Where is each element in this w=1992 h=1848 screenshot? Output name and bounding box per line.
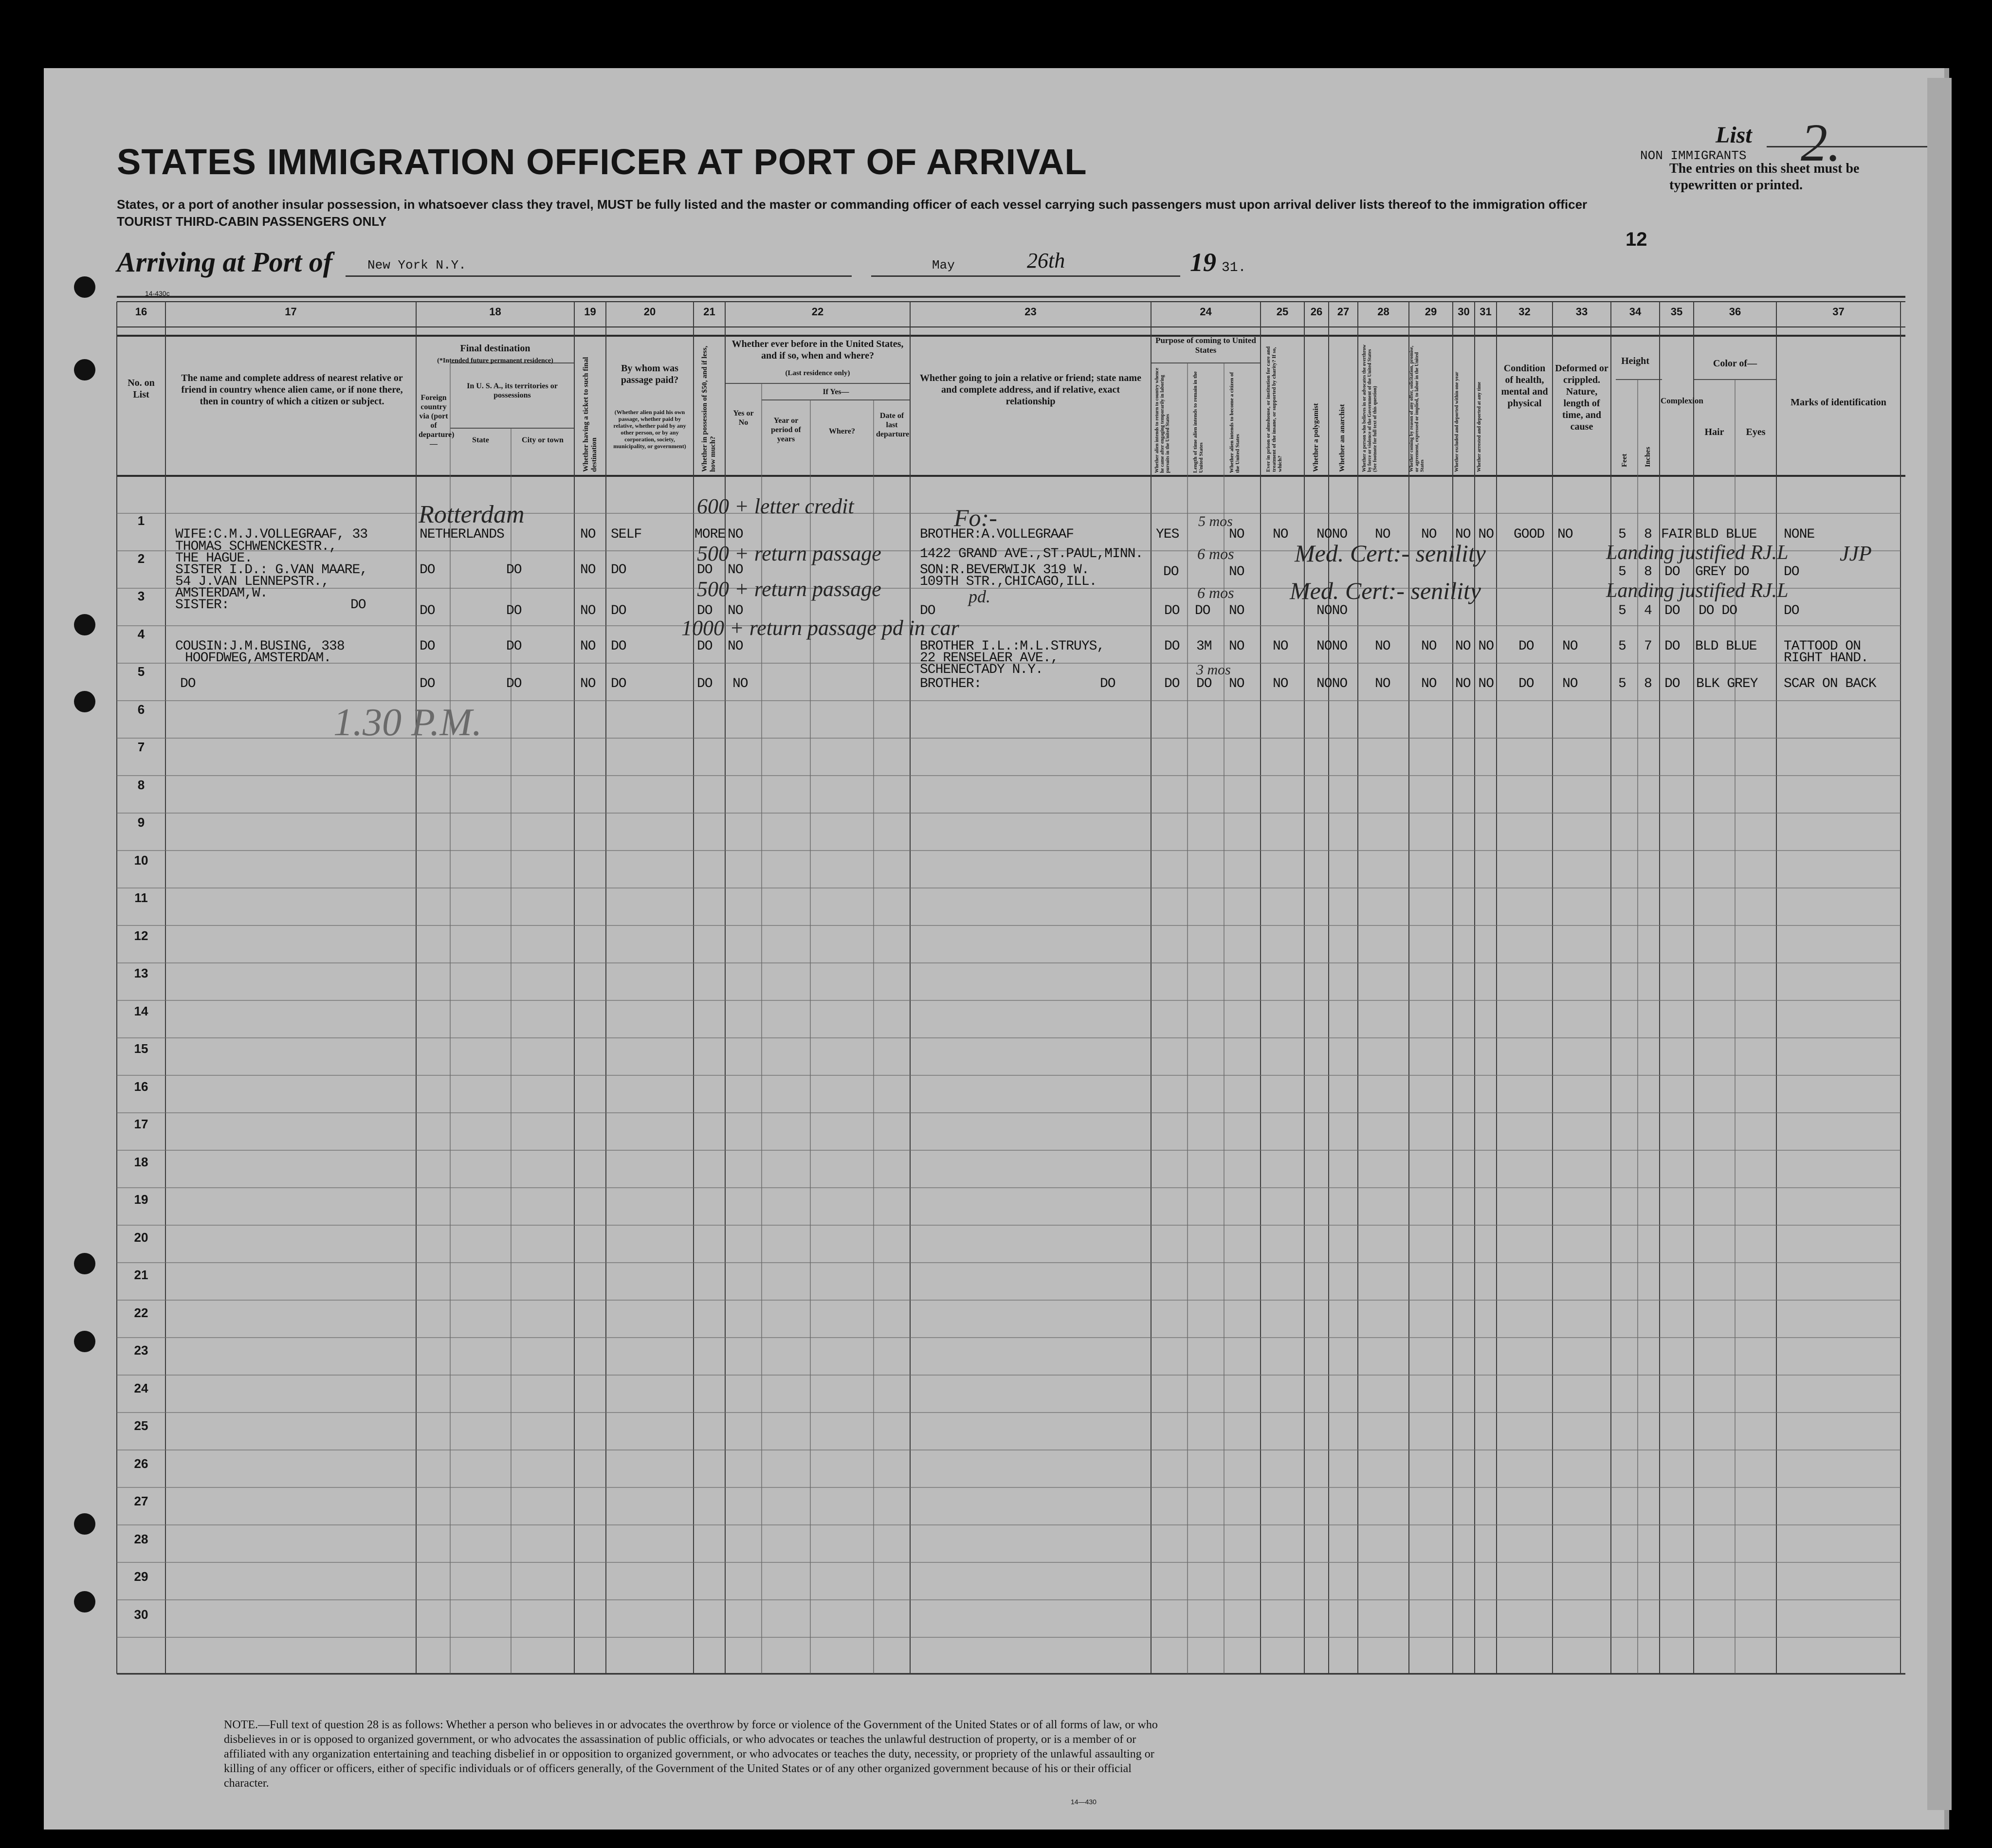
- row1-labor: NO: [1421, 527, 1437, 542]
- header-in-usa: In U. S. A., its territories or possessions: [467, 382, 558, 399]
- row1-hair-eyes: BLD BLUE: [1695, 527, 1757, 542]
- header-complexion: Complexion: [1661, 396, 1703, 405]
- header-fifty-dollars: Whether in possession of $50, and if less, how much?: [701, 345, 717, 472]
- col-num: 27: [1337, 306, 1350, 318]
- row3-relative-line1: 54 J.VAN LENNEPSTR.,: [175, 574, 329, 589]
- row-number: 12: [134, 928, 148, 943]
- row-number: 1: [137, 513, 145, 528]
- header-state: State: [472, 436, 489, 444]
- row4-inches: 7: [1644, 639, 1652, 654]
- row5-feet: 5: [1618, 676, 1626, 691]
- footer-code: 14—430: [1071, 1798, 1097, 1806]
- row1-ticket: NO: [580, 527, 596, 542]
- row5-joining-line2: SCHENECTADY N.Y.: [920, 662, 1043, 677]
- header-prison: Ever in prison or almshouse, or institution for care and treatment of the insane, or supported by charity? If so, which?: [1265, 346, 1283, 472]
- row2-relative-line2: THE HAGUE.: [175, 551, 253, 566]
- row5-joining-line1: 22 RENSELAER AVE.,: [920, 651, 1059, 666]
- row1-feet: 5: [1618, 527, 1626, 542]
- header-inches: Inches: [1644, 447, 1652, 467]
- row1-money: MORE: [694, 527, 726, 542]
- header-deformed: Deformed or crippled. Nature, length of time, and cause: [1555, 363, 1608, 432]
- col-num: 18: [489, 306, 501, 318]
- row4-hair-eyes: BLD BLUE: [1695, 639, 1757, 654]
- handwritten-row5-length: 3 mos: [1196, 662, 1231, 678]
- row3-inches: 4: [1644, 603, 1652, 618]
- row-number: 27: [134, 1494, 148, 1508]
- row5-money: DO: [697, 676, 713, 691]
- row4-labor: NO: [1421, 639, 1437, 654]
- header-final-destination: Final destination: [460, 343, 530, 354]
- header-final-destination-note: (*Intended future permanent residence): [437, 357, 553, 364]
- instructions-line: States, or a port of another insular possession, in whatsoever class they travel, MUST be fully listed and the master or commanding officer of each vessel carrying such passengers must upon arrival deliver lists thereof to the immigration officer: [117, 197, 1588, 212]
- handwritten-row3-paid: pd.: [969, 587, 990, 606]
- handwritten-port-of-departure: Rotterdam: [419, 501, 525, 528]
- row3-foreign-country: DO: [420, 603, 435, 618]
- row-number: 22: [134, 1305, 148, 1320]
- header-yes-no: Yes or No: [733, 409, 754, 427]
- arrival-month: May: [932, 258, 955, 272]
- row5-labor: NO: [1421, 676, 1437, 691]
- row3-hair-eyes: DO DO: [1699, 603, 1737, 618]
- row5-city: DO: [506, 676, 522, 691]
- row3-feet: 5: [1618, 603, 1626, 618]
- row3-city: DO: [506, 603, 522, 618]
- row3-passage: DO: [611, 603, 626, 618]
- row1-joining: BROTHER:A.VOLLEGRAAF: [920, 527, 1074, 542]
- col-num: 29: [1425, 306, 1437, 318]
- row3-ever-before: NO: [728, 603, 743, 618]
- col-num: 22: [811, 306, 824, 318]
- row1-purpose: YES: [1156, 527, 1179, 542]
- row3-complexion: DO: [1664, 603, 1680, 618]
- year-prefix: 19: [1190, 248, 1216, 277]
- list-number: 2.: [1801, 113, 1841, 172]
- row5-prison: NO: [1273, 676, 1288, 691]
- row-number: 7: [137, 740, 145, 754]
- row-number: 14: [134, 1003, 148, 1018]
- row-number: 21: [134, 1268, 148, 1282]
- header-last-residence: (Last residence only): [785, 369, 850, 377]
- row5-deformed: NO: [1562, 676, 1578, 691]
- row-number: 25: [134, 1418, 148, 1433]
- row-number: 18: [134, 1154, 148, 1169]
- row3-relative-line2: AMSTERDAM,W.: [175, 586, 268, 601]
- row5-passage: DO: [611, 676, 626, 691]
- row1-complexion: FAIR: [1661, 527, 1692, 542]
- col-num: 19: [584, 306, 596, 318]
- row-number: 19: [134, 1192, 148, 1207]
- col-num: 26: [1310, 306, 1323, 318]
- row3-citizen: NO: [1229, 603, 1244, 618]
- handwritten-row3-medical: Med. Cert:- senility: [1290, 577, 1481, 604]
- row2-hair-eyes: GREY DO: [1695, 564, 1749, 580]
- row4-health: DO: [1518, 639, 1534, 654]
- row-number: 29: [134, 1569, 148, 1584]
- row3-ticket: NO: [580, 603, 596, 618]
- row1-overthrow: NO: [1375, 527, 1390, 542]
- handwritten-row2-money: 500 + return passage: [697, 542, 881, 565]
- row3-joining-address: 109TH STR.,CHICAGO,ILL.: [920, 574, 1097, 589]
- header-join-relative: Whether going to join a relative or friend; state name and complete address, and if relative, exact relationship: [920, 373, 1141, 407]
- row4-poly-anarch: NONO: [1316, 639, 1348, 654]
- col-num: 23: [1024, 306, 1037, 318]
- row5-marks: SCAR ON BACK: [1784, 676, 1876, 691]
- col-num: 33: [1575, 306, 1588, 318]
- row5-ever-before: NO: [732, 676, 748, 691]
- row4-overthrow: NO: [1375, 639, 1390, 654]
- header-marks: Marks of identification: [1791, 397, 1886, 408]
- row4-purpose: DO: [1164, 639, 1180, 654]
- row5-joining-ditto: DO: [1100, 676, 1115, 691]
- col-num: 17: [285, 306, 297, 318]
- row2-ticket: NO: [580, 562, 596, 578]
- row2-money: DO: [697, 562, 713, 578]
- col-num: 31: [1480, 306, 1492, 318]
- row5-inches: 8: [1644, 676, 1652, 691]
- header-overthrow: Whether a person who believes in or advocates the overthrow by force or violence of the Government of the United States (See footnote for full text of this question): [1362, 344, 1378, 472]
- row3-relative-ditto: DO: [350, 598, 366, 613]
- row5-health: DO: [1518, 676, 1534, 691]
- row3-poly-anarch: NONO: [1316, 603, 1348, 618]
- row4-ticket: NO: [580, 639, 596, 654]
- row4-ever-before: NO: [728, 639, 743, 654]
- row1-foreign-country: NETHERLANDS: [420, 527, 504, 542]
- row5-purpose: DO: [1164, 676, 1180, 691]
- row-number: 24: [134, 1380, 148, 1395]
- handwritten-row1-length: 5 mos: [1198, 513, 1233, 529]
- row4-foreign-country: DO: [420, 639, 435, 654]
- header-ever-before: Whether ever before in the United States, and if so, when and where?: [731, 339, 904, 361]
- col-num: 25: [1276, 306, 1289, 318]
- header-where: Where?: [829, 427, 855, 435]
- row-number: 5: [137, 664, 145, 679]
- row3-joining: DO: [920, 603, 935, 618]
- row2-purpose: DO: [1163, 564, 1179, 580]
- header-no-on-list: No. on List: [128, 378, 155, 400]
- list-label: List: [1716, 122, 1752, 148]
- row5-foreign-country: DO: [420, 676, 435, 691]
- row-number: 16: [134, 1079, 148, 1094]
- row4-city: DO: [506, 639, 522, 654]
- row4-deformed: NO: [1562, 639, 1578, 654]
- header-excluded: Whether excluded and deported within one year: [1454, 372, 1460, 472]
- row2-foreign-country: DO: [420, 562, 435, 578]
- header-labor-offer: Whether coming by reason of any offer, solicitation, promise, or agreement, expressed or implied, to labor in the United States: [1409, 345, 1425, 472]
- header-purpose-return: Whether alien intends to return to country whence he came after engaging temporarily in laboring pursuits in the United States: [1154, 367, 1170, 473]
- row5-citizen: NO: [1229, 676, 1244, 691]
- row-number: 28: [134, 1531, 148, 1546]
- row1-inches: 8: [1644, 527, 1652, 542]
- col-num: 16: [135, 306, 147, 318]
- row5-deported: NO NO: [1455, 676, 1494, 691]
- handwritten-row1-money: 600 + letter credit: [697, 494, 854, 518]
- row5-marks-line1: RIGHT HAND.: [1784, 651, 1868, 666]
- row-number: 20: [134, 1230, 148, 1245]
- row4-deported: NO NO: [1455, 639, 1494, 654]
- row2-relative-line3: SISTER I.D.: G.VAN MAARE,: [175, 562, 368, 578]
- passenger-class: TOURIST THIRD-CABIN PASSENGERS ONLY: [117, 214, 387, 229]
- header-height: Height: [1621, 356, 1649, 366]
- port-name: New York N.Y.: [367, 258, 466, 272]
- row-number: 30: [134, 1607, 148, 1622]
- row5-ticket: NO: [580, 676, 596, 691]
- handwritten-row1-joining: Fo:-: [954, 504, 997, 531]
- header-city-town: City or town: [522, 436, 564, 444]
- row5-poly-anarch: NONO: [1316, 676, 1348, 691]
- row3-marks: DO: [1784, 603, 1799, 618]
- non-immigrants-stamp: NON IMMIGRANTS: [1640, 148, 1747, 163]
- header-nearest-relative: The name and complete address of nearest relative or friend in country whence alien came, or if none there, then in country of which a citizen or subject.: [181, 373, 403, 407]
- row5-relative: DO: [180, 676, 196, 691]
- col-num: 20: [643, 306, 656, 318]
- row2-inches: 8: [1644, 564, 1652, 580]
- page-number: 12: [1626, 229, 1647, 250]
- row1-deformed: NO: [1557, 527, 1573, 542]
- row-number: 13: [134, 966, 148, 980]
- header-arrested: Whether arrested and deported at any time: [1477, 381, 1482, 472]
- header-eyes: Eyes: [1746, 427, 1766, 437]
- row-number: 11: [134, 890, 148, 905]
- row2-feet: 5: [1618, 564, 1626, 580]
- header-last-departure: Date of last departure: [876, 412, 910, 438]
- row-number: 15: [134, 1041, 148, 1056]
- col-num: 24: [1200, 306, 1212, 318]
- header-anarchist: Whether an anarchist: [1338, 404, 1346, 472]
- col-num: 32: [1518, 306, 1531, 318]
- row4-joining: BROTHER I.L.:M.L.STRUYS,: [920, 639, 1105, 654]
- row2-joining: SON:R.BEVERWIJK 319 W.: [920, 562, 1089, 578]
- header-passage-paid: By whom was passage paid?: [621, 363, 679, 385]
- row-number: 8: [137, 777, 145, 792]
- row-number: 9: [137, 815, 145, 830]
- row2-joining-address: 1422 GRAND AVE.,ST.PAUL,MINN.: [920, 546, 1143, 562]
- col-num: 28: [1377, 306, 1389, 318]
- row4-relative: COUSIN:J.M.BUSING, 338: [175, 639, 345, 654]
- header-if-yes: If Yes—: [822, 388, 849, 396]
- header-purpose: Purpose of coming to United States: [1155, 336, 1256, 355]
- handwritten-initials: JJP: [1840, 542, 1872, 565]
- row5-hair-eyes: BLK GREY: [1696, 676, 1758, 691]
- handwritten-row2-medical: Med. Cert:- senility: [1295, 540, 1486, 567]
- row1-deported: NO NO: [1455, 527, 1494, 542]
- header-feet: Feet: [1621, 453, 1628, 467]
- row5-length: DO: [1196, 676, 1212, 691]
- row4-feet: 5: [1618, 639, 1626, 654]
- row-number: 10: [134, 852, 148, 868]
- row-number: 4: [137, 626, 145, 641]
- header-purpose-length: Length of time alien intends to remain in the United States: [1192, 371, 1204, 473]
- col-num: 35: [1670, 306, 1683, 318]
- row2-city: DO: [506, 562, 522, 578]
- row4-complexion: DO: [1664, 639, 1680, 654]
- row1-passage: SELF: [611, 527, 642, 542]
- entries-note: The entries on this sheet must be typewritten or printed.: [1669, 161, 1860, 193]
- header-ticket: Whether having a ticket to such final destination: [582, 357, 598, 472]
- form-code: 14-430c: [145, 290, 170, 297]
- footnote: NOTE.—Full text of question 28 is as follows: Whether a person who believes in or advocates the overthrow by force or violence of the Government of the United States or of all forms of law, or who disbelieves in or is opposed to organized government, or who advocates the assassination of public officials, or who advocates or teaches the unlawful destruction of property, or is a member of or affiliated with any organization entertaining and teaching disbelief in or opposition to organized government, or who advocates or teaches the duty, necessity, or propriety of the unlawful assaulting or killing of any officer or officers, either of specific individuals or of officers generally, of the Government of the United States or of any other organized government because of his or their official character.: [224, 1719, 1158, 1790]
- row2-marks: DO: [1784, 564, 1799, 580]
- row1-health: GOOD: [1514, 527, 1545, 542]
- row4-prison: NO: [1273, 639, 1288, 654]
- row2-citizen: NO: [1229, 564, 1244, 580]
- col-num: 37: [1832, 306, 1845, 318]
- col-num: 30: [1458, 306, 1470, 318]
- col-num: 36: [1729, 306, 1741, 318]
- row1-prison: NO: [1273, 527, 1288, 542]
- arriving-label: Arriving at Port of: [117, 246, 333, 278]
- header-foreign-country: Foreign country via (port of departure)—: [419, 394, 455, 448]
- row4-citizen: NO: [1229, 639, 1244, 654]
- row-number: 2: [137, 551, 145, 566]
- row-number: 3: [137, 589, 145, 603]
- row5-relative-line1: HOOFDWEG,AMSTERDAM.: [185, 651, 331, 666]
- header-health: Condition of health, mental and physical: [1501, 363, 1548, 409]
- row5-overthrow: NO: [1375, 676, 1390, 691]
- page-title: STATES IMMIGRATION OFFICER AT PORT OF ARRIVAL: [117, 142, 1087, 182]
- header-polygamist: Whether a polygamist: [1312, 403, 1320, 472]
- header-passage-note: (Whether alien paid his own passage, whether paid by relative, whether paid by any other person, or by any corporation, society, municipality, or government): [613, 409, 686, 450]
- header-hair: Hair: [1704, 427, 1724, 437]
- header-period: Year or period of years: [771, 417, 801, 443]
- row3-money: DO: [697, 603, 713, 618]
- row1-ever-before: NO: [728, 527, 743, 542]
- row4-money: DO: [697, 639, 713, 654]
- handwritten-time: 1.30 P.M.: [333, 701, 482, 744]
- row2-relative-line1: THOMAS SCHWENCKESTR.,: [175, 539, 337, 554]
- handwritten-row3-length: 6 mos: [1197, 584, 1234, 601]
- row2-complexion: DO: [1664, 564, 1680, 580]
- row4-length: 3M: [1196, 639, 1212, 654]
- header-purpose-citizen: Whether alien intends to become a citizen of the United States: [1229, 372, 1241, 473]
- handwritten-row3-money: 500 + return passage: [697, 577, 881, 601]
- row-number: 23: [134, 1343, 148, 1358]
- row4-passage: DO: [611, 639, 626, 654]
- row3-relative-line3: SISTER:: [175, 598, 229, 613]
- handwritten-row4-money: 1000 + return passage pd in car: [681, 616, 959, 640]
- handwritten-row2-landing: Landing justified RJ.L: [1606, 542, 1789, 564]
- handwritten-row2-length: 6 mos: [1197, 545, 1234, 562]
- row1-poly-anarch: NONO: [1316, 527, 1348, 542]
- handwritten-row3-landing: Landing justified RJ.L: [1606, 580, 1789, 602]
- row4-marks: TATTOOD ON: [1784, 639, 1861, 654]
- arrival-day: 26th: [1027, 249, 1065, 272]
- header-color-of: Color of—: [1713, 358, 1757, 369]
- row5-complexion: DO: [1664, 676, 1680, 691]
- row1-relative: WIFE:C.M.J.VOLLEGRAAF, 33: [175, 527, 368, 542]
- row1-citizen: NO: [1229, 527, 1244, 542]
- col-num: 34: [1629, 306, 1642, 318]
- year-suffix: 31.: [1222, 260, 1246, 275]
- row3-purpose: DO: [1164, 603, 1180, 618]
- row2-ever-before: NO: [728, 562, 743, 578]
- row3-length: DO: [1195, 603, 1210, 618]
- row-number: 26: [134, 1456, 148, 1471]
- col-num: 21: [703, 306, 715, 318]
- row-number: 17: [134, 1117, 148, 1131]
- row-number: 6: [137, 702, 145, 717]
- row5-joining: BROTHER:: [920, 676, 982, 691]
- row2-passage: DO: [611, 562, 626, 578]
- row1-marks: NONE: [1784, 527, 1815, 542]
